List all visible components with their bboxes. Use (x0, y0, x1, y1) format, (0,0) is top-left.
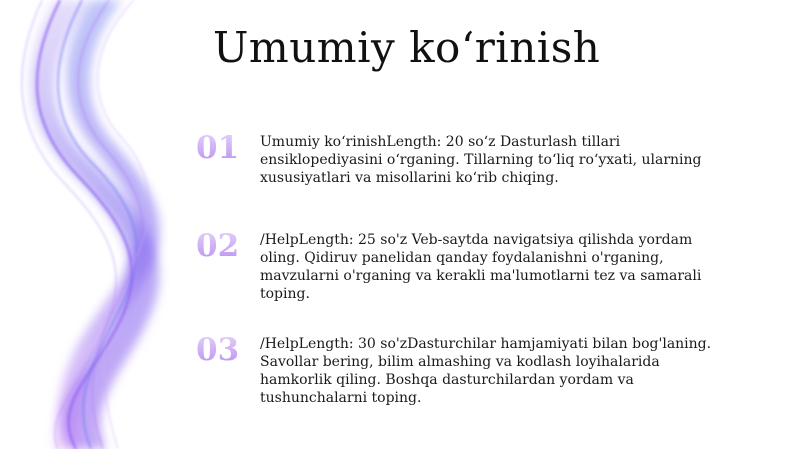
item-number: 03 (196, 332, 252, 368)
item-number: 02 (196, 228, 252, 264)
item-description: Umumiy ko‘rinishLength: 20 so‘z Dasturlash tillari ensiklopediyasini o‘rganing. Tillarning to‘liq ro‘yxati, ularning xususiyatlari va misollarini ko‘rib chiqing. (260, 134, 702, 186)
purple-smoke-wave-icon (0, 0, 190, 449)
page-title: Umumiy ko‘rinish (213, 23, 601, 72)
item-description: /HelpLength: 30 so'zDasturchilar hamjamiyati bilan bog'laning. Savollar bering, bilim almashing va kodlash loyihalarida hamkorlik qiling. Boshqa dasturchilardan yordam va tushunchalarni toping. (260, 336, 712, 406)
item-number: 01 (196, 130, 252, 166)
overview-item (196, 130, 736, 220)
overview-item (196, 332, 736, 422)
overview-item (196, 228, 736, 318)
item-description: /HelpLength: 25 so'z Veb-saytda navigatsiya qilishda yordam oling. Qidiruv panelidan qanday foydalanishni o'rganing, mavzularni o'rganing va kerakli ma'lumotlarni tez va samarali toping. (260, 232, 702, 302)
